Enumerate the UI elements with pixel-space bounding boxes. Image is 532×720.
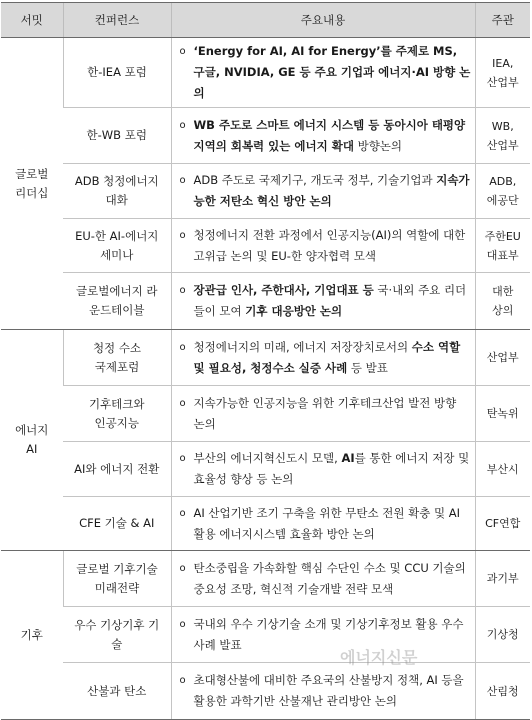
content-text: AI 산업기반 조기 구축을 위한 무탄소 전원 확충 및 AI 활용 에너지시스템 효율화 방안 논의 bbox=[193, 505, 460, 541]
content-text: 방향논의 bbox=[353, 138, 403, 153]
content-text: 국·내외 주요 리더들이 모여 bbox=[193, 283, 467, 318]
table-body bbox=[1, 38, 530, 720]
table-row bbox=[1, 551, 530, 607]
header-conference: 컨퍼런스 bbox=[63, 3, 171, 38]
bullet-mark: o bbox=[179, 453, 186, 464]
table-row bbox=[1, 497, 530, 551]
content-cell bbox=[171, 663, 475, 720]
content-cell bbox=[171, 38, 475, 108]
host-name: 산림청 bbox=[475, 663, 530, 720]
content-text: 장관급 인사, 주한대사, 기업대표 등 bbox=[193, 283, 374, 297]
conference-name: AI와 에너지 전환 bbox=[63, 442, 171, 497]
conference-name: ADB 청정에너지 대화 bbox=[63, 164, 171, 219]
header-row bbox=[1, 3, 530, 38]
content-text: AI bbox=[341, 451, 355, 465]
conference-name: 기후테크와 인공지능 bbox=[63, 386, 171, 442]
conference-name: 우수 기상기후 기 술 bbox=[63, 607, 171, 663]
host-name: IEA, 산업부 bbox=[475, 38, 530, 108]
content-text: ‘Energy for AI, AI for Energy’를 주제로 MS, 구글, NVIDIA, GE 등 주요 기업과 에너지·AI 방향 논의 bbox=[193, 44, 471, 100]
conference-name: 한-WB 포럼 bbox=[63, 108, 171, 164]
section-cell: 기후 bbox=[1, 551, 63, 720]
host-name: ADB, 에공단 bbox=[475, 164, 530, 219]
content-text: 국내외 우수 기상기술 소개 및 기상기후정보 활용 우수사례 발표 bbox=[193, 616, 464, 652]
content-cell bbox=[171, 497, 475, 551]
content-text: 부산의 에너지혁신도시 모델, bbox=[193, 451, 342, 465]
host-name: 기상청 bbox=[475, 607, 530, 663]
content-text: 지속가능한 인공지능을 위한 기후테크산업 발전 방향 논의 bbox=[193, 395, 457, 431]
content-text: 초대형산불에 대비한 주요국의 산불방지 정책, AI 등을 활용한 과학기반 산불재난 관리방안 논의 bbox=[193, 673, 464, 708]
host-name: 대한 상의 bbox=[475, 273, 530, 330]
content-text: WB 주도로 스마트 에너지 시스템 등 동아시아 태평양 지역의 회복력 있는 에너지 확대 bbox=[193, 117, 466, 153]
content-text: 수소 역할 및 필요성, 청정수소 실증 사례 bbox=[193, 339, 461, 375]
content-cell bbox=[171, 607, 475, 663]
conference-name: 산불과 탄소 bbox=[63, 663, 171, 720]
content-text: 를 통한 에너지 저장 및 효율성 향상 등 논의 bbox=[193, 451, 470, 486]
conference-name: 한-IEA 포럼 bbox=[63, 38, 171, 108]
content-cell bbox=[171, 386, 475, 442]
table-row bbox=[1, 273, 530, 330]
host-name: 부산시 bbox=[475, 442, 530, 497]
conference-name: CFE 기술 & AI bbox=[63, 497, 171, 551]
bullet-mark: o bbox=[179, 397, 186, 409]
content-cell bbox=[171, 108, 475, 164]
bullet-mark: o bbox=[179, 175, 186, 186]
section-cell: 에너지 AI bbox=[1, 330, 63, 551]
content-text: ADB 주도로 국제기구, 개도국 정부, 기술기업과 bbox=[193, 173, 437, 187]
content-cell bbox=[171, 330, 475, 386]
conference-name: 글로벌에너지 라 운드테이블 bbox=[63, 273, 171, 330]
table-row bbox=[1, 386, 530, 442]
table-row bbox=[1, 38, 530, 108]
table-row bbox=[1, 108, 530, 164]
table-row bbox=[1, 330, 530, 386]
table-row bbox=[1, 663, 530, 720]
bullet-mark: o bbox=[179, 285, 186, 296]
content-cell bbox=[171, 219, 475, 273]
bullet-mark: o bbox=[179, 341, 186, 353]
table-row bbox=[1, 219, 530, 273]
table-row bbox=[1, 164, 530, 219]
header-summit: 서밋 bbox=[1, 3, 63, 38]
table-row bbox=[1, 607, 530, 663]
conference-name: EU-한 AI-에너지 세미나 bbox=[63, 219, 171, 273]
host-name: 과기부 bbox=[475, 551, 530, 607]
conference-table bbox=[1, 2, 530, 720]
host-name: 산업부 bbox=[475, 330, 530, 386]
content-text: 기후 대응방안 논의 bbox=[245, 304, 343, 318]
table-row bbox=[1, 442, 530, 497]
bullet-mark: o bbox=[179, 562, 186, 574]
header-content: 주요내용 bbox=[171, 3, 475, 38]
host-name: WB, 산업부 bbox=[475, 108, 530, 164]
content-cell bbox=[171, 164, 475, 219]
content-cell bbox=[171, 551, 475, 607]
bullet-mark: o bbox=[179, 229, 186, 241]
content-text: 탄소중립을 가속화할 핵심 수단인 수소 및 CCU 기술의 중요성 조망, 혁신적 기술개발 전략 모색 bbox=[193, 560, 466, 596]
host-name: 탄녹위 bbox=[475, 386, 530, 442]
bullet-mark: o bbox=[179, 675, 186, 686]
header-host: 주관 bbox=[475, 3, 530, 38]
content-text: 청정에너지의 미래, 에너지 저장장치로서의 bbox=[193, 339, 412, 354]
content-cell bbox=[171, 273, 475, 330]
conference-name: 글로벌 기후기술 미래전략 bbox=[63, 551, 171, 607]
bullet-mark: o bbox=[179, 46, 186, 57]
content-text: 등 발표 bbox=[347, 360, 388, 375]
conference-name: 청정 수소 국제포럼 bbox=[63, 330, 171, 386]
section-cell: 글로벌 리더십 bbox=[1, 38, 63, 330]
watermark-logo: 에너지신문 bbox=[340, 648, 418, 667]
bullet-mark: o bbox=[179, 618, 186, 630]
host-name: CF연합 bbox=[475, 497, 530, 551]
bullet-mark: o bbox=[179, 507, 186, 519]
content-text: 청정에너지 전환 과정에서 인공지능(AI)의 역할에 대한 고위급 논의 및 EU-한 양자협력 모색 bbox=[193, 227, 466, 263]
content-text: 지속가능한 저탄소 혁신 방안 논의 bbox=[193, 173, 470, 208]
bullet-mark: o bbox=[179, 119, 186, 131]
content-cell bbox=[171, 442, 475, 497]
host-name: 주한EU 대표부 bbox=[475, 219, 530, 273]
